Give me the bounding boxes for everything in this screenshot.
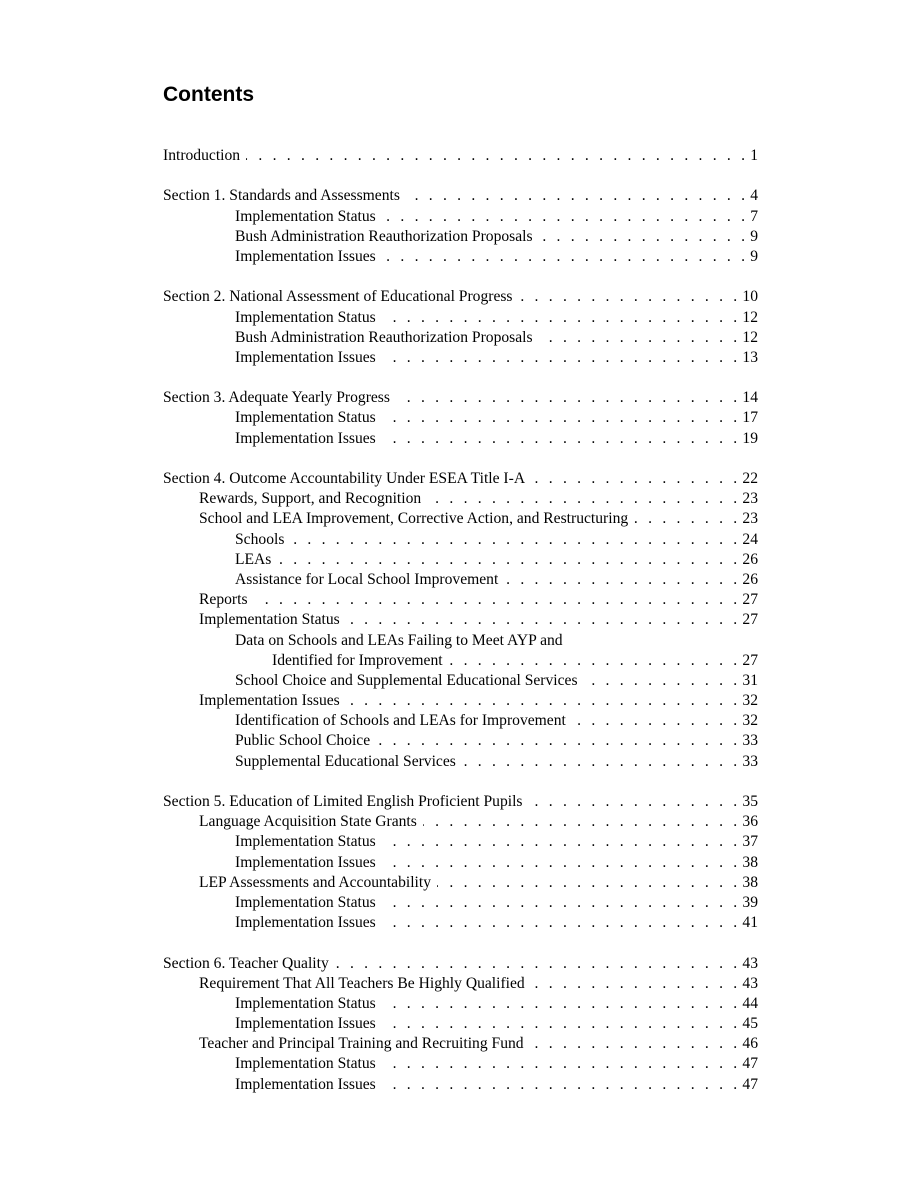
toc-entry-label: Implementation Status	[235, 409, 376, 427]
toc-entry-label: Section 1. Standards and Assessments	[163, 187, 400, 205]
toc-entry-label: School and LEA Improvement, Corrective Action, and Restructuring	[199, 510, 629, 528]
toc-page-number: 47	[742, 1055, 758, 1073]
toc-page-number: 14	[742, 389, 758, 407]
toc-entry[interactable]	[163, 812, 758, 832]
toc-entry[interactable]	[163, 328, 758, 348]
dot-leader	[504, 570, 740, 590]
toc-page-number: 26	[742, 550, 758, 568]
page-title: Contents	[163, 83, 254, 106]
toc-entry-label-continuation: Identified for Improvement	[272, 651, 443, 669]
dot-leader	[290, 530, 740, 550]
toc-page-number: 35	[742, 793, 758, 810]
dot-leader	[254, 590, 741, 610]
dot-leader	[584, 671, 741, 691]
toc-page-number: 22	[742, 470, 758, 487]
toc-page-number: 47	[742, 1075, 758, 1093]
dot-leader	[382, 1054, 741, 1074]
toc-page-number: 9	[750, 227, 758, 245]
toc-entry[interactable]	[163, 186, 758, 206]
toc-entry[interactable]	[163, 530, 758, 550]
dot-leader	[531, 469, 740, 489]
toc-entry-label: Requirement That All Teachers Be Highly Qualified	[199, 974, 525, 992]
toc-page-number: 27	[742, 611, 758, 629]
toc-entry[interactable]	[163, 954, 758, 974]
toc-page-number: 36	[742, 813, 758, 831]
toc-entry[interactable]	[163, 974, 758, 994]
toc-entry[interactable]	[163, 408, 758, 428]
toc-entry[interactable]	[163, 873, 758, 893]
toc-entry-label: Bush Administration Reauthorization Proposals	[235, 227, 533, 245]
toc-page-number: 32	[742, 712, 758, 730]
toc-page-number: 12	[742, 328, 758, 346]
toc-entry[interactable]	[163, 853, 758, 873]
toc-entry[interactable]	[163, 711, 758, 731]
dot-leader	[406, 186, 748, 206]
toc-page-number: 27	[742, 591, 758, 609]
toc-page-number: 44	[742, 994, 758, 1012]
toc-entry-label: Data on Schools and LEAs Failing to Meet AYP and	[235, 631, 563, 649]
toc-entry[interactable]	[163, 752, 758, 772]
dot-leader	[335, 954, 741, 974]
toc-entry-label: Implementation Issues	[235, 429, 376, 447]
table-of-contents	[163, 146, 758, 1095]
toc-page-number: 23	[742, 490, 758, 508]
toc-page-number: 38	[742, 873, 758, 891]
toc-page-number: 43	[742, 954, 758, 972]
toc-page-number: 45	[742, 1015, 758, 1033]
toc-entry[interactable]	[163, 429, 758, 449]
dot-leader	[396, 388, 740, 408]
toc-entry[interactable]	[163, 731, 758, 751]
toc-entry[interactable]	[163, 832, 758, 852]
toc-entry-label: Teacher and Principal Training and Recruiting Fund	[199, 1035, 524, 1053]
dot-leader	[376, 731, 740, 751]
toc-entry-label: Rewards, Support, and Recognition	[199, 490, 422, 508]
toc-page-number: 31	[742, 671, 758, 689]
toc-entry[interactable]	[163, 1054, 758, 1074]
toc-entry[interactable]	[163, 631, 758, 651]
toc-entry[interactable]	[163, 1075, 758, 1095]
dot-leader	[427, 489, 740, 509]
toc-entry[interactable]	[163, 610, 758, 630]
dot-leader	[382, 207, 748, 227]
toc-entry-label: Implementation Status	[235, 207, 376, 225]
toc-entry[interactable]	[163, 509, 758, 529]
dot-leader	[382, 832, 741, 852]
toc-entry-label: Implementation Issues	[235, 914, 376, 932]
toc-entry-label: Section 2. National Assessment of Educational Progress	[163, 288, 513, 306]
dot-leader	[382, 913, 741, 933]
dot-leader	[382, 247, 748, 267]
toc-page-number: 46	[742, 1035, 758, 1053]
dot-leader	[346, 691, 741, 711]
toc-entry-label: Section 3. Adequate Yearly Progress	[163, 389, 390, 407]
toc-entry-label: Implementation Issues	[235, 853, 376, 871]
toc-page-number: 33	[742, 752, 758, 770]
dot-leader	[382, 1014, 741, 1034]
toc-entry-label: Introduction	[163, 147, 241, 164]
toc-entry-label: Implementation Issues	[235, 348, 376, 366]
toc-page-number: 33	[742, 732, 758, 750]
toc-page-number: 38	[742, 853, 758, 871]
dot-leader	[277, 550, 740, 570]
toc-page-number: 41	[742, 914, 758, 932]
toc-entry-label: School Choice and Supplemental Educational Services	[235, 671, 578, 689]
dot-leader	[539, 227, 749, 247]
toc-entry-label: Public School Choice	[235, 732, 371, 750]
dot-leader	[634, 509, 740, 529]
toc-page-number: 24	[742, 530, 758, 548]
toc-page-number: 26	[742, 570, 758, 588]
toc-page-number: 10	[742, 288, 758, 306]
toc-entry[interactable]	[163, 590, 758, 610]
toc-entry-label: Implementation Issues	[235, 247, 376, 265]
toc-entry-continuation[interactable]	[163, 651, 758, 671]
dot-leader	[528, 792, 740, 812]
toc-page-number: 23	[742, 510, 758, 528]
toc-entry-label: Assistance for Local School Improvement	[235, 570, 499, 588]
toc-entry-label: LEP Assessments and Accountability	[199, 873, 432, 891]
toc-entry[interactable]	[163, 308, 758, 328]
toc-page-number: 27	[742, 651, 758, 669]
dot-leader	[246, 146, 748, 166]
toc-page-number: 39	[742, 893, 758, 911]
toc-entry[interactable]	[163, 994, 758, 1014]
dot-leader	[539, 328, 741, 348]
toc-entry[interactable]	[163, 348, 758, 368]
toc-entry-label: Bush Administration Reauthorization Proposals	[235, 328, 533, 346]
toc-entry[interactable]	[163, 227, 758, 247]
toc-entry-label: Identification of Schools and LEAs for Improvement	[235, 712, 566, 730]
toc-page-number: 12	[742, 308, 758, 326]
toc-page-number: 13	[742, 348, 758, 366]
dot-leader	[423, 812, 741, 832]
toc-entry-label: Implementation Issues	[235, 1075, 376, 1093]
dot-leader	[531, 974, 741, 994]
dot-leader	[572, 711, 741, 731]
toc-entry-label: Schools	[235, 530, 285, 548]
toc-entry[interactable]	[163, 913, 758, 933]
toc-page-number: 17	[742, 409, 758, 427]
dot-leader	[462, 752, 741, 772]
toc-entry[interactable]	[163, 671, 758, 691]
toc-page-number: 1	[750, 147, 758, 164]
toc-entry[interactable]	[163, 146, 758, 166]
toc-entry-label: Section 6. Teacher Quality	[163, 954, 329, 972]
toc-page-number: 32	[742, 692, 758, 710]
toc-entry[interactable]	[163, 207, 758, 227]
toc-entry-label: Implementation Issues	[199, 692, 340, 710]
dot-leader	[449, 651, 741, 671]
toc-entry[interactable]	[163, 893, 758, 913]
dot-leader	[346, 610, 741, 630]
toc-page-number: 37	[742, 833, 758, 851]
toc-entry[interactable]	[163, 691, 758, 711]
dot-leader	[382, 1075, 741, 1095]
toc-entry[interactable]	[163, 1034, 758, 1054]
toc-page-number: 9	[750, 247, 758, 265]
toc-entry-label: Section 4. Outcome Accountability Under ESEA Title I-A	[163, 470, 526, 487]
toc-entry-label: Implementation Status	[235, 1055, 376, 1073]
toc-entry-label: Section 5. Education of Limited English Proficient Pupils	[163, 793, 523, 810]
dot-leader	[382, 308, 741, 328]
dot-leader	[382, 853, 741, 873]
toc-entry[interactable]	[163, 247, 758, 267]
dot-leader	[382, 429, 741, 449]
toc-entry-label: Implementation Status	[235, 893, 376, 911]
dot-leader	[519, 287, 741, 307]
toc-entry-label: Implementation Status	[199, 611, 340, 629]
toc-entry[interactable]	[163, 469, 758, 489]
toc-page-number: 4	[750, 187, 758, 205]
dot-leader	[382, 994, 741, 1014]
dot-leader	[382, 348, 741, 368]
toc-entry[interactable]	[163, 570, 758, 590]
toc-entry[interactable]	[163, 792, 758, 812]
toc-entry-label: LEAs	[235, 550, 272, 568]
toc-entry-label: Language Acquisition State Grants	[199, 813, 417, 831]
toc-entry[interactable]	[163, 1014, 758, 1034]
dot-leader	[382, 408, 741, 428]
toc-page-number: 7	[750, 207, 758, 225]
toc-entry[interactable]	[163, 489, 758, 509]
toc-entry[interactable]	[163, 388, 758, 408]
toc-entry-label: Implementation Status	[235, 308, 376, 326]
toc-entry[interactable]	[163, 287, 758, 307]
toc-entry-label: Reports	[199, 591, 248, 609]
toc-page-number: 43	[742, 974, 758, 992]
dot-leader	[530, 1034, 741, 1054]
toc-entry-label: Implementation Status	[235, 994, 376, 1012]
toc-entry-label: Implementation Status	[235, 833, 376, 851]
dot-leader	[382, 893, 741, 913]
toc-entry-label: Implementation Issues	[235, 1015, 376, 1033]
toc-page-number: 19	[742, 429, 758, 447]
dot-leader	[437, 873, 740, 893]
toc-entry[interactable]	[163, 550, 758, 570]
toc-entry-label: Supplemental Educational Services	[235, 752, 456, 770]
